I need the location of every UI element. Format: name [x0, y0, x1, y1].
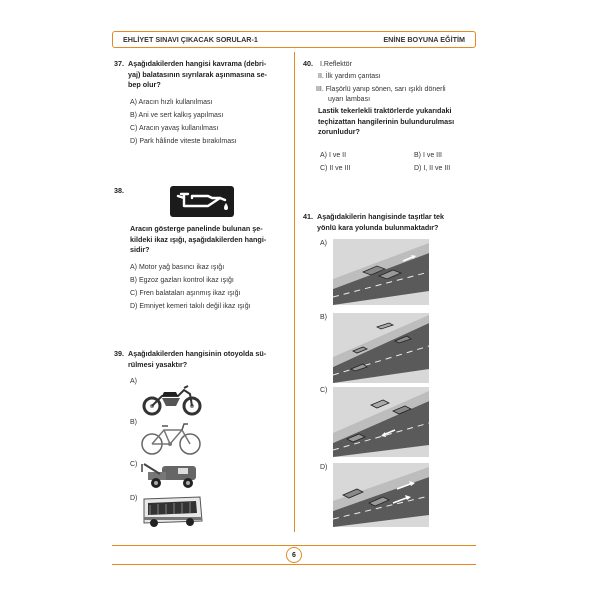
question-line: teçhizattan hangilerinin bulundurulması	[318, 116, 455, 126]
answer-option[interactable]: A) Aracın hızlı kullanılması	[130, 99, 213, 106]
statement-item: I.Reflektör	[320, 61, 352, 68]
answer-option[interactable]: B) I ve III	[414, 152, 443, 159]
question-number: 40.	[303, 59, 313, 68]
question-38	[130, 224, 290, 256]
page-header	[112, 31, 476, 48]
statement-item: uyarı lambası	[328, 96, 371, 103]
question-37	[114, 59, 286, 91]
question-line: yönlü kara yolunda bulunmaktadır?	[317, 222, 439, 232]
question-line: Aşağıdakilerin hangisinde taşıtlar tek	[317, 212, 445, 221]
footer-line	[112, 545, 476, 546]
question-line: Aracın gösterge panelinde bulunan şe-	[130, 224, 263, 233]
answer-option-label[interactable]: A)	[130, 378, 137, 385]
answer-option-label[interactable]: D)	[320, 464, 328, 471]
header-right-title: ENİNE BOYUNA EĞİTİM	[383, 35, 465, 44]
question-40	[318, 106, 488, 138]
question-text	[130, 224, 290, 256]
statement-item: II. İlk yardım çantası	[318, 73, 381, 80]
answer-option-label[interactable]: C)	[130, 461, 138, 468]
answer-option-label[interactable]: C)	[320, 387, 328, 394]
answer-option[interactable]: B) Ani ve sert kalkış yapılması	[130, 112, 224, 119]
page-number: 6	[286, 547, 302, 563]
bicycle-image[interactable]	[140, 420, 204, 461]
question-line: zorunludur?	[318, 127, 360, 136]
question-38-number	[114, 186, 124, 197]
question-40-number	[303, 59, 313, 70]
question-line: kildeki ikaz ışığı, aşağıdakilerden hangi-	[130, 234, 267, 244]
answer-option-label[interactable]: B)	[130, 419, 137, 426]
road-option-d-image[interactable]	[333, 463, 429, 532]
question-line: Lastik tekerlekli traktörlerde yukarıdaki	[318, 106, 452, 115]
question-line: Aşağıdakilerden hangisi kavrama (debri-	[128, 59, 267, 68]
answer-option-label[interactable]: A)	[320, 240, 327, 247]
question-line: rülmesi yasaktır?	[128, 359, 188, 369]
road-option-c-image[interactable]	[333, 387, 429, 462]
answer-option[interactable]: A) Motor yağ basıncı ikaz ışığı	[130, 264, 225, 271]
question-text	[317, 212, 483, 233]
question-number: 38.	[114, 186, 124, 195]
answer-option[interactable]: C) II ve III	[320, 165, 351, 172]
question-line: sidir?	[130, 245, 150, 254]
answer-option[interactable]: D) Park hâlinde viteste bırakılması	[130, 138, 237, 145]
question-line: yaj) balatasının sıyrılarak aşınmasına se-	[128, 69, 268, 79]
answer-option[interactable]: A) I ve II	[320, 152, 347, 159]
question-line: bep olur?	[128, 80, 161, 89]
question-text	[128, 59, 286, 91]
bus-image[interactable]	[140, 495, 206, 534]
motorcycle-image[interactable]	[140, 384, 204, 421]
column-divider	[294, 52, 295, 532]
question-39	[114, 349, 292, 370]
answer-option[interactable]: D) I, II ve III	[414, 165, 451, 172]
question-text	[128, 349, 292, 370]
statement-item: III. Flaşörlü yanıp sönen, sarı ışıklı dönerli	[316, 86, 446, 93]
tow-truck-image[interactable]	[140, 460, 204, 495]
question-number: 41.	[303, 212, 313, 221]
oil-pressure-warning-icon	[170, 186, 234, 217]
answer-option-label[interactable]: B)	[320, 314, 327, 321]
answer-option[interactable]: C) Fren balataları aşınmış ikaz ışığı	[130, 290, 241, 297]
answer-option[interactable]: D) Emniyet kemeri takılı değil ikaz ışığı	[130, 303, 251, 310]
road-option-b-image[interactable]	[333, 313, 429, 388]
answer-option-label[interactable]: D)	[130, 495, 138, 502]
question-41	[303, 212, 483, 233]
question-number: 39.	[114, 349, 124, 358]
question-text	[318, 106, 488, 138]
footer-line	[112, 564, 476, 565]
question-line: Aşağıdakilerden hangisinin otoyolda sü-	[128, 349, 267, 358]
question-number: 37.	[114, 59, 124, 68]
road-option-a-image[interactable]	[333, 239, 429, 310]
header-left-title: EHLİYET SINAVI ÇIKACAK SORULAR-1	[123, 35, 258, 44]
answer-option[interactable]: C) Aracın yavaş kullanılması	[130, 125, 219, 132]
answer-option[interactable]: B) Egzoz gazları kontrol ikaz ışığı	[130, 277, 234, 284]
